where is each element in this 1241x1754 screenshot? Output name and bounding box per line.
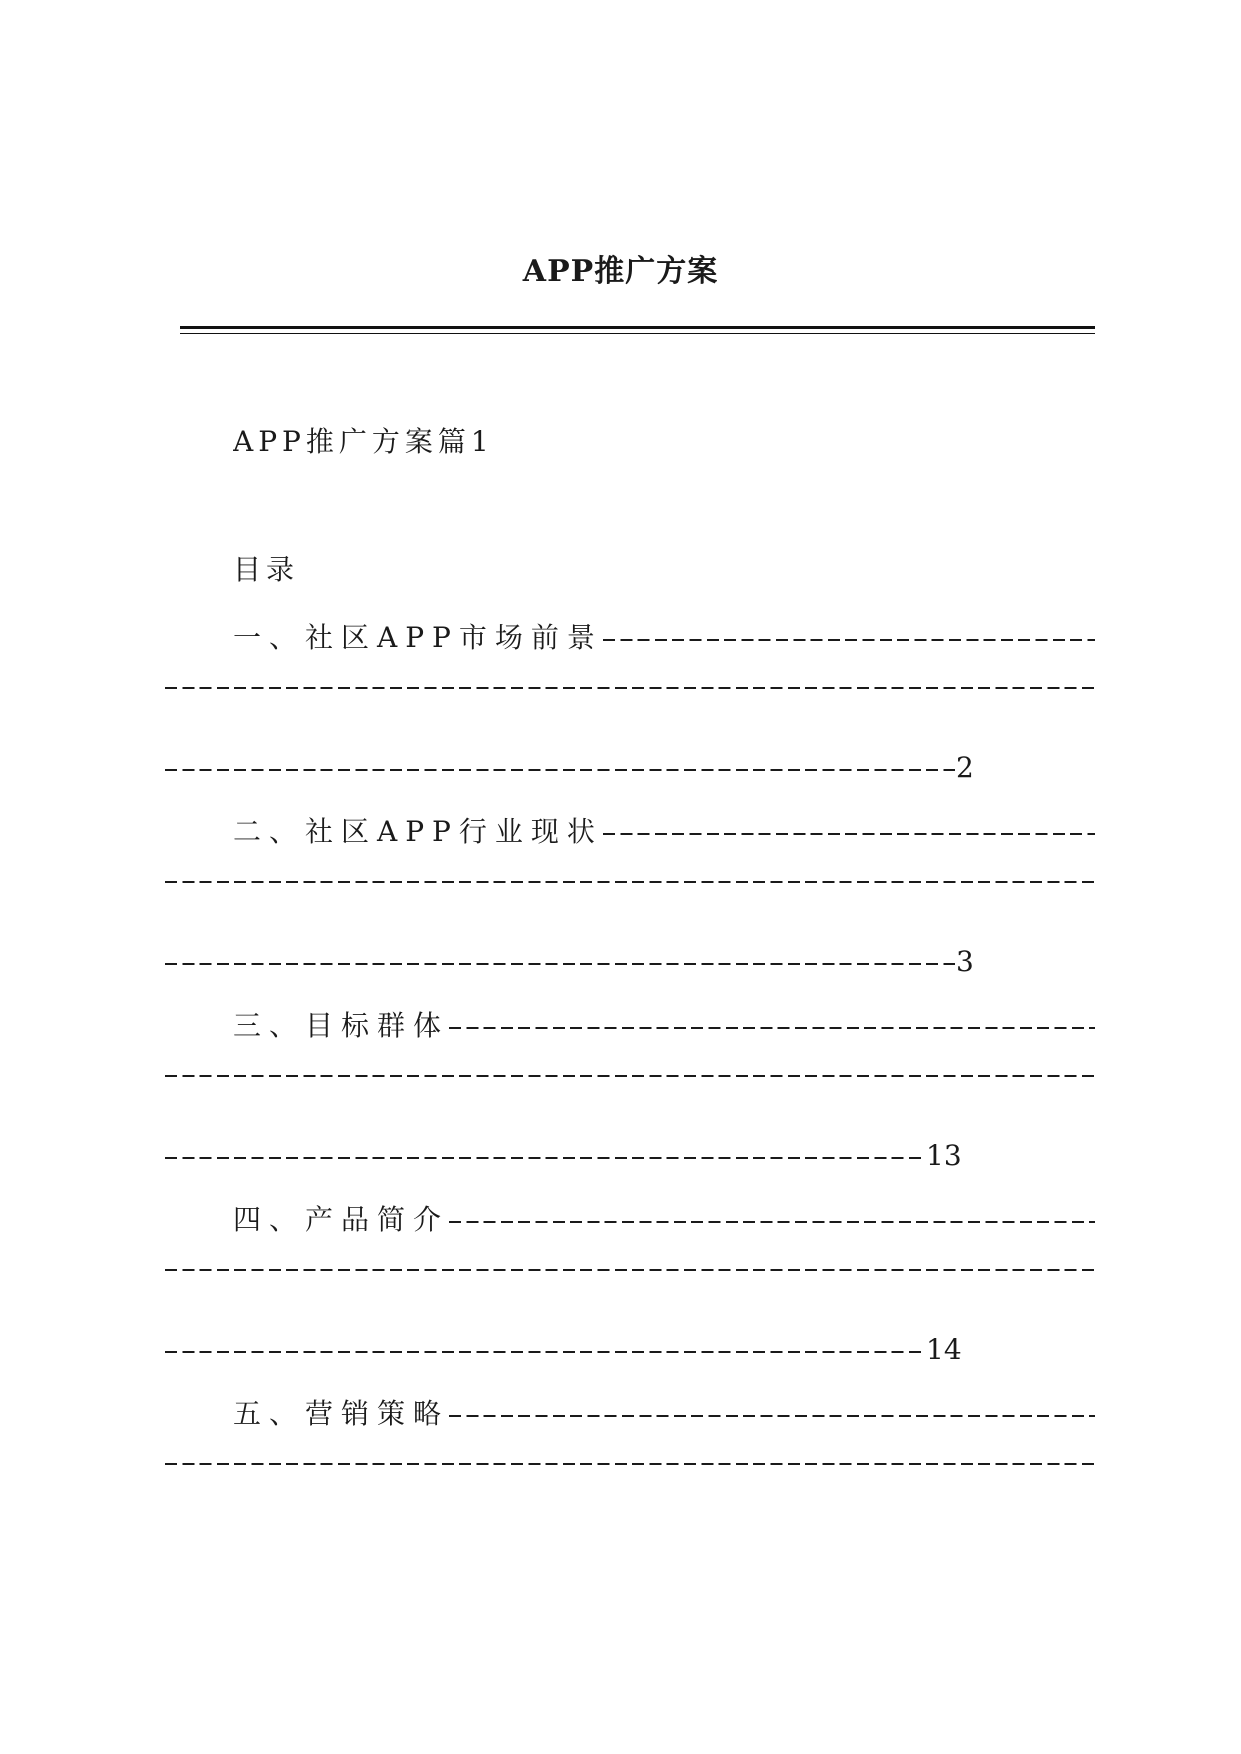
toc-entry-4-page-line — [165, 1330, 962, 1370]
toc-entry-1-page-line — [165, 748, 974, 788]
toc-entry-4 — [233, 1200, 1095, 1240]
section-heading: APP推广方案篇1 — [233, 425, 494, 458]
toc-entry-5 — [233, 1394, 1095, 1434]
toc-leader-dashes — [449, 1221, 1095, 1223]
toc-leader-dashes — [165, 1351, 925, 1353]
toc-page-number: 13 — [926, 1139, 962, 1172]
toc-entry-2-page-line — [165, 942, 974, 982]
title-divider-thin — [180, 333, 1095, 334]
toc-leader-dashes — [165, 687, 1095, 689]
toc-leader-dashes — [165, 1463, 1095, 1465]
document-title: APP推广方案 — [522, 254, 719, 289]
toc-page-number: 14 — [926, 1333, 962, 1366]
toc-leader-dashes — [165, 769, 955, 771]
title-divider-thick — [180, 326, 1095, 329]
toc-leader-line — [165, 877, 1095, 883]
toc-entry-label: 一、社区APP市场前景 — [233, 621, 603, 654]
toc-page-number: 2 — [956, 751, 974, 784]
toc-entry-label: 三、目标群体 — [233, 1009, 450, 1042]
toc-entry-label: 二、社区APP行业现状 — [233, 815, 603, 848]
toc-heading: 目录 — [233, 553, 300, 586]
toc-leader-dashes — [165, 881, 1095, 883]
toc-leader-dashes — [165, 1157, 925, 1159]
toc-entry-2 — [233, 812, 1095, 852]
toc-leader-dashes — [603, 833, 1095, 835]
toc-leader-dashes — [165, 963, 955, 965]
toc-leader-dashes — [449, 1415, 1095, 1417]
toc-leader-line — [165, 1265, 1095, 1271]
toc-leader-dashes — [603, 639, 1095, 641]
toc-entry-3 — [233, 1006, 1095, 1046]
toc-leader-line — [165, 1459, 1095, 1465]
toc-page-number: 3 — [956, 945, 974, 978]
toc-entry-1 — [233, 618, 1095, 658]
toc-entry-3-page-line — [165, 1136, 962, 1176]
toc-entry-label: 五、营销策略 — [233, 1397, 450, 1430]
toc-leader-line — [165, 1071, 1095, 1077]
toc-leader-dashes — [165, 1269, 1095, 1271]
toc-entry-label: 四、产品简介 — [233, 1203, 450, 1236]
toc-leader-line — [165, 683, 1095, 689]
toc-leader-dashes — [165, 1075, 1095, 1077]
toc-leader-dashes — [449, 1027, 1095, 1029]
